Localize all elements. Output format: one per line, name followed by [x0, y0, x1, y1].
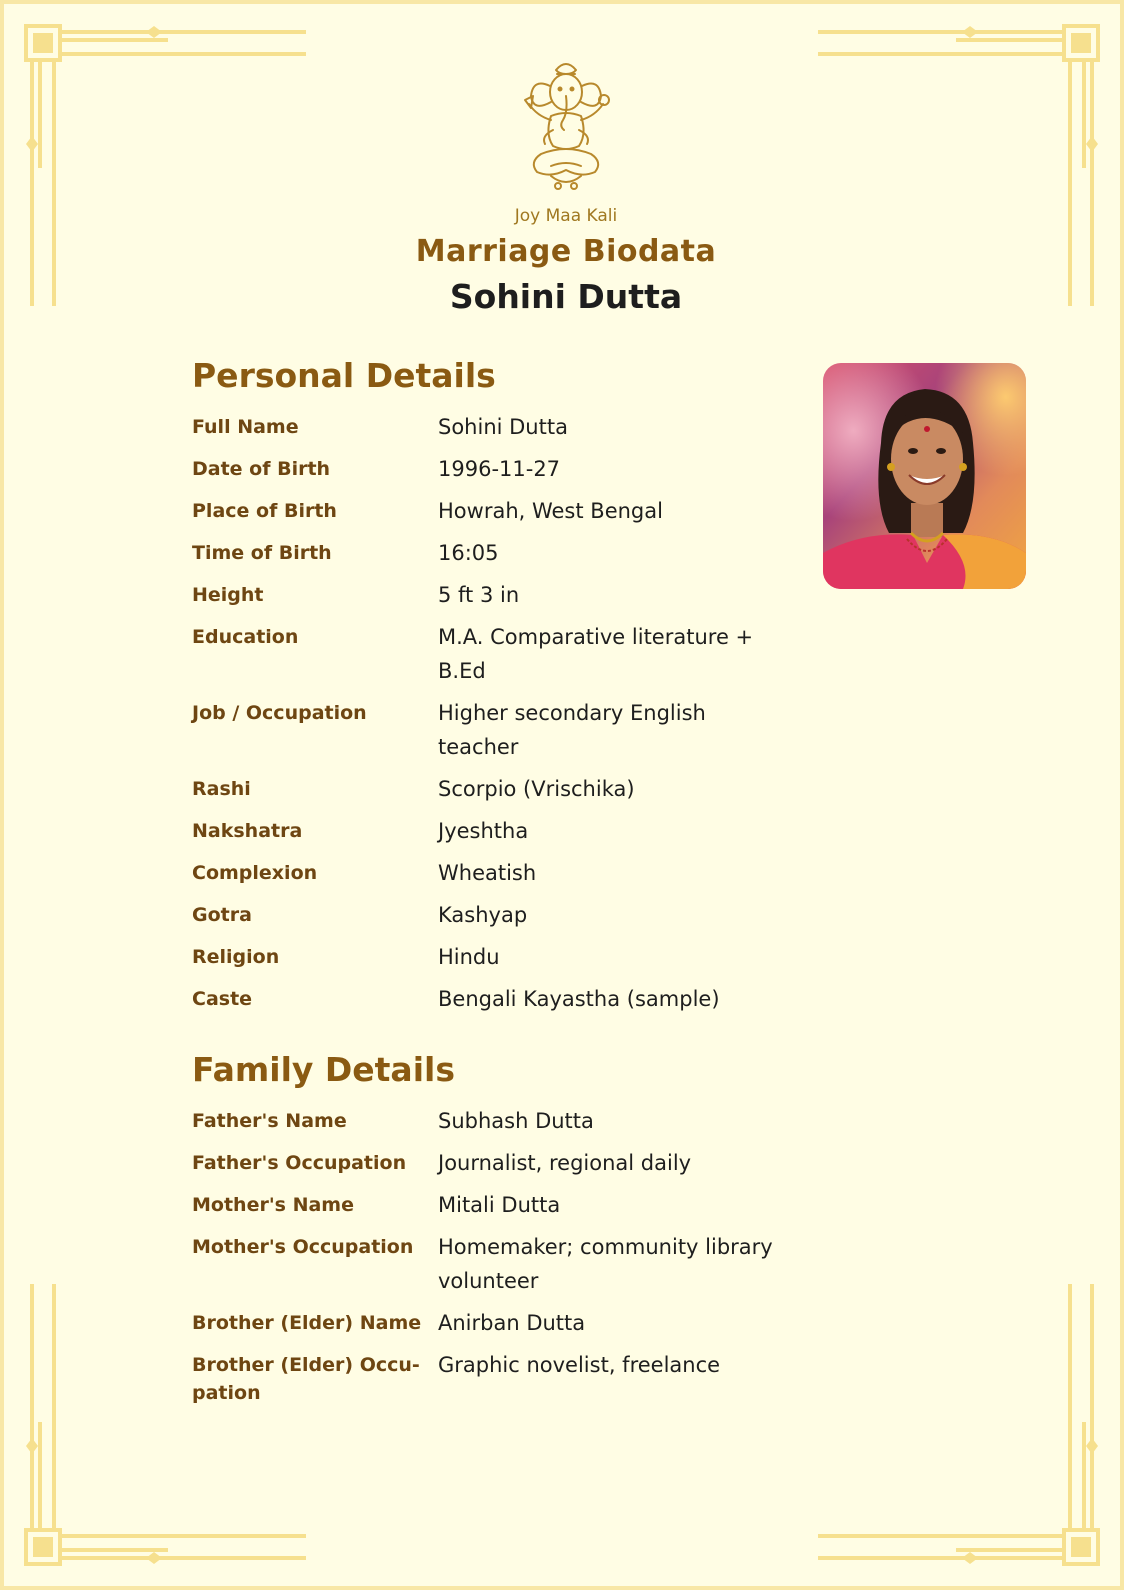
- detail-value: 1996-11-27: [438, 457, 561, 481]
- detail-value: Mitali Dutta: [438, 1193, 561, 1217]
- portrait-image: [823, 363, 1026, 589]
- detail-row: [192, 1233, 792, 1298]
- detail-label: Gotra: [192, 904, 252, 926]
- detail-row: [192, 623, 792, 688]
- detail-value: Hindu: [438, 945, 500, 969]
- detail-value: Scorpio (Vrischika): [438, 777, 635, 801]
- detail-row: [192, 413, 792, 444]
- detail-value: Jyeshtha: [438, 819, 529, 843]
- detail-value: 16:05: [438, 541, 499, 565]
- detail-label: Father's Name: [192, 1110, 347, 1132]
- detail-row: [192, 1351, 792, 1407]
- detail-label: Place of Birth: [192, 500, 337, 522]
- detail-row: [192, 1149, 792, 1180]
- detail-label: Education: [192, 626, 299, 648]
- ganesha-icon: [511, 56, 621, 196]
- detail-row: [192, 1191, 792, 1222]
- detail-label: Complexion: [192, 862, 318, 884]
- detail-label: Father's Occupation: [192, 1152, 407, 1174]
- detail-label: Caste: [192, 988, 253, 1010]
- detail-value: M.A. Comparative literature + B.Ed: [438, 625, 754, 683]
- detail-value: Kashyap: [438, 903, 528, 927]
- family-details-section: [192, 1050, 792, 1407]
- detail-row: [192, 1107, 792, 1138]
- detail-label: Nakshatra: [192, 820, 303, 842]
- detail-label: Brother (Elder) Name: [192, 1312, 422, 1334]
- detail-row: [192, 455, 792, 486]
- detail-row: [192, 859, 792, 890]
- invocation-text: Joy Maa Kali: [514, 206, 618, 226]
- detail-value: Higher secondary English teacher: [438, 701, 706, 759]
- detail-value: Wheatish: [438, 861, 537, 885]
- biodata-content: [192, 356, 792, 1418]
- corner-ornament-icon: [806, 1272, 1106, 1572]
- detail-row: [192, 497, 792, 528]
- detail-row: [192, 581, 792, 612]
- detail-label: Full Name: [192, 416, 299, 438]
- personal-details-section: [192, 356, 792, 1016]
- detail-label: Religion: [192, 946, 280, 968]
- detail-row: [192, 699, 792, 764]
- detail-value: Sohini Dutta: [438, 415, 568, 439]
- detail-label: Mother's Occupation: [192, 1236, 414, 1258]
- detail-label: Job / Occupation: [192, 702, 367, 724]
- detail-label: Brother (Elder) Occu-pation: [192, 1354, 420, 1404]
- detail-label: Mother's Name: [192, 1194, 354, 1216]
- detail-label: Time of Birth: [192, 542, 332, 564]
- detail-value: Anirban Dutta: [438, 1311, 586, 1335]
- detail-row: [192, 539, 792, 570]
- detail-row: [192, 901, 792, 932]
- candidate-name: Sohini Dutta: [449, 277, 683, 316]
- detail-label: Date of Birth: [192, 458, 331, 480]
- detail-value: 5 ft 3 in: [438, 583, 520, 607]
- section-heading: Family Details: [192, 1050, 455, 1089]
- document-title: Marriage Biodata: [415, 234, 717, 269]
- detail-row: [192, 985, 792, 1016]
- detail-label: Rashi: [192, 778, 251, 800]
- header: [4, 56, 1124, 316]
- detail-row: [192, 817, 792, 848]
- detail-value: Howrah, West Bengal: [438, 499, 663, 523]
- detail-row: [192, 1309, 792, 1340]
- detail-row: [192, 775, 792, 806]
- detail-value: Graphic novelist, freelance: [438, 1353, 721, 1377]
- section-heading: Personal Details: [192, 356, 496, 395]
- detail-value: Homemaker; community library volunteer: [438, 1235, 773, 1293]
- detail-value: Bengali Kayastha (sample): [438, 987, 720, 1011]
- detail-value: Journalist, regional daily: [438, 1151, 692, 1175]
- detail-value: Subhash Dutta: [438, 1109, 594, 1133]
- detail-label: Height: [192, 584, 264, 606]
- profile-photo: [823, 363, 1026, 589]
- detail-row: [192, 943, 792, 974]
